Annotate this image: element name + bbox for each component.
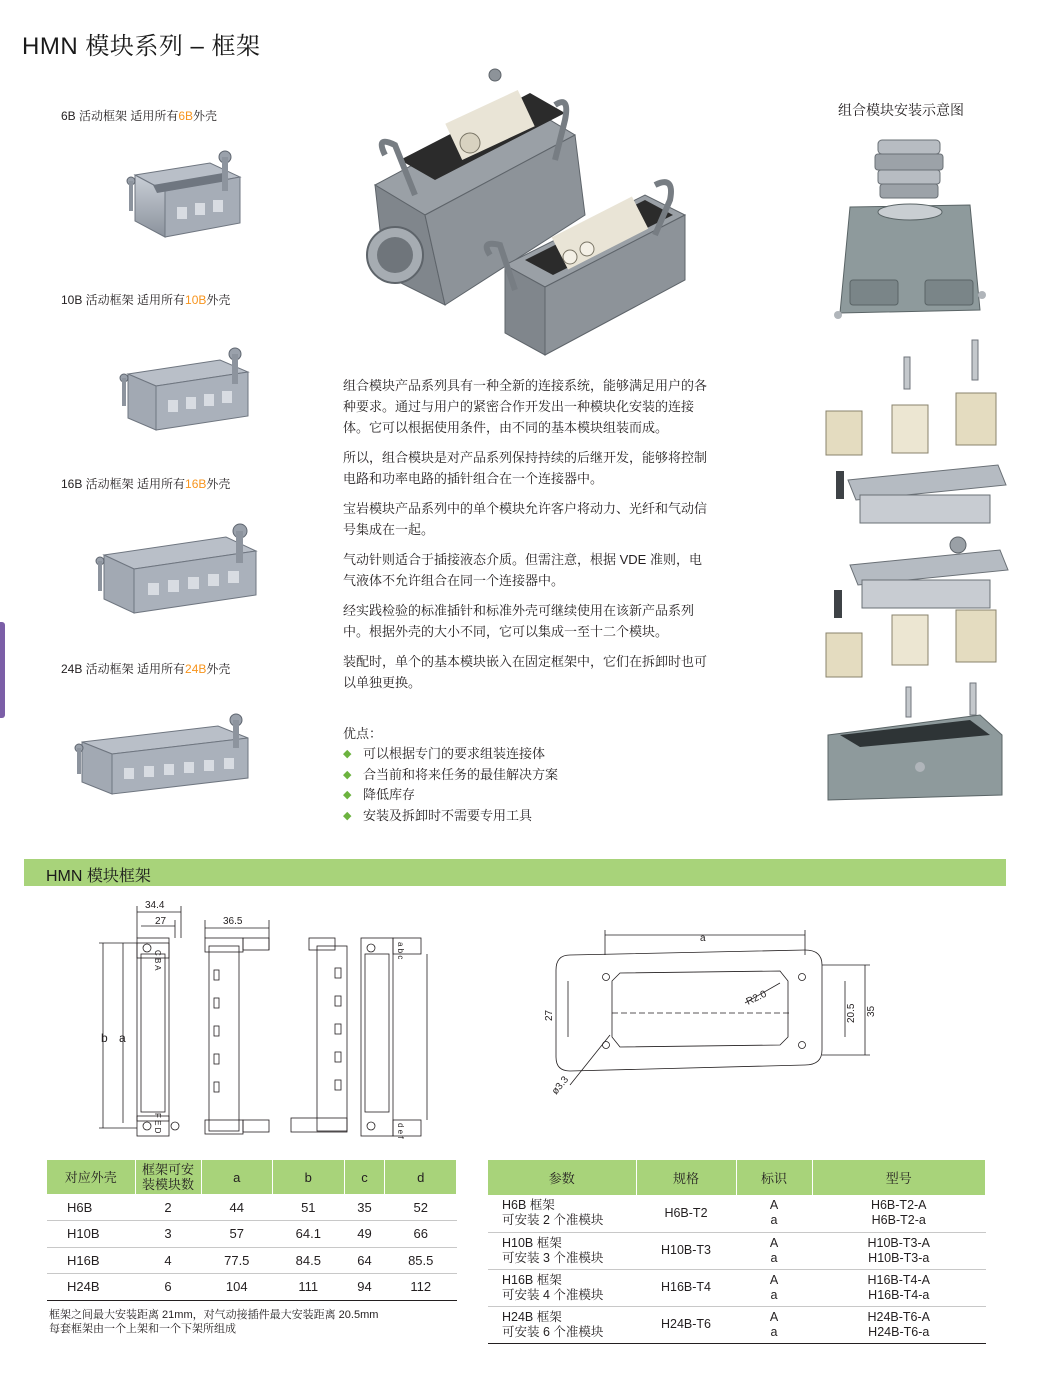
footnote <box>49 1308 378 1336</box>
frame-ordering-table <box>488 1160 986 1344</box>
footnote-line: 每套框架由一个上架和一个下架所组成 <box>49 1323 236 1335</box>
intro-paragraph: 经实践检验的标准插针和标准外壳可继续使用在该新产品系列中。根据外壳的大小不同，它可以集成一至十二个模块。 <box>343 603 695 639</box>
frame-6b-image <box>115 145 255 250</box>
advantage-item: ◆ 安装及拆卸时不需要专用工具 <box>343 806 558 827</box>
frame-16b-image <box>88 515 268 625</box>
dim-label: C B A <box>153 950 162 971</box>
dim-label: 27 <box>544 1009 555 1021</box>
frame-24b-image <box>70 710 260 805</box>
diamond-bullet-icon: ◆ <box>343 809 352 822</box>
frame-dimensions-table <box>47 1160 457 1301</box>
table-header: d <box>385 1160 457 1194</box>
assembly-diagram-title: 组合模块安装示意图 <box>838 102 964 118</box>
diamond-bullet-icon: ◆ <box>343 748 352 760</box>
advantage-item: ◆ 可以根据专门的要求组装连接体 <box>343 744 558 765</box>
page-title: HMN 模块系列 – 框架 <box>22 33 261 60</box>
dim-label: 35 <box>866 1005 877 1017</box>
table-header: 标识 <box>736 1160 812 1195</box>
intro-paragraph: 组合模块产品系列具有一种全新的连接系统，能够满足用户的各种要求。通过与用户的紧密合作开发出一种模块化安装的连接体。它可以根据使用条件，由不同的基本模块组装而成。 <box>343 378 708 435</box>
dim-label: R2.0 <box>744 988 769 1008</box>
table-header: b <box>273 1160 345 1194</box>
table-header-row <box>488 1160 986 1195</box>
table-row: H6B 2 44 51 35 52 <box>47 1194 457 1221</box>
frame-label-6b: 6B 活动框架 适用所有6B外壳 <box>61 109 218 123</box>
frame-label-24b: 24B 活动框架 适用所有24B外壳 <box>61 662 231 676</box>
dim-label: d e f <box>396 1123 405 1139</box>
advantage-item: ◆ 合当前和将来任务的最佳解决方案 <box>343 765 558 786</box>
advantages-title: 优点： <box>343 726 383 741</box>
table-header: a <box>201 1160 273 1194</box>
dim-label: 20.5 <box>846 1003 857 1023</box>
diamond-bullet-icon: ◆ <box>343 789 352 801</box>
diamond-bullet-icon: ◆ <box>343 768 352 781</box>
table-header: 框架可安装模块数 <box>135 1160 201 1194</box>
assembly-diagram-image <box>820 135 1020 805</box>
frame-dimension-drawing <box>95 898 435 1143</box>
dim-label: 34.4 <box>145 900 165 911</box>
table-row: H10B 框架 可安装 3 个准模块 H10B-T3 A a H10B-T3-A H10B-T3-a <box>488 1232 986 1269</box>
table-header: 型号 <box>812 1160 986 1195</box>
dim-label: b <box>101 1031 108 1045</box>
table-header-row <box>47 1160 457 1194</box>
section-bar <box>24 859 1006 886</box>
frame-label-10b: 10B 活动框架 适用所有10B外壳 <box>61 293 231 307</box>
frame-10b-image <box>110 340 260 440</box>
connector-housing-image <box>355 65 695 365</box>
intro-paragraph: 装配时，单个的基本模块嵌入在固定框架中，它们在拆卸时也可以单独更换。 <box>343 654 708 690</box>
table-row: H10B 3 57 64.1 49 66 <box>47 1221 457 1248</box>
table-header: 参数 <box>488 1160 636 1195</box>
section-title: HMN 模块框架 <box>46 868 151 885</box>
table-row: H6B 框架 可安装 2 个准模块 H6B-T2 A a H6B-T2-A H6B-T2-a <box>488 1195 986 1232</box>
table-header: c <box>344 1160 385 1194</box>
side-tab <box>0 622 5 718</box>
intro-paragraph: 宝岩模块产品系列中的单个模块允许客户将动力、光纤和气动信号集成在一起。 <box>343 501 708 537</box>
table-header: 规格 <box>636 1160 736 1195</box>
table-header: 对应外壳 <box>47 1160 135 1194</box>
dim-label: a b c <box>396 942 405 960</box>
dim-label: a <box>119 1031 126 1045</box>
dim-label: 36.5 <box>223 916 243 927</box>
table-row: H16B 框架 可安装 4 个准模块 H16B-T4 A a H16B-T4-A H16B-T4-a <box>488 1269 986 1306</box>
footnote-line: 框架之间最大安装距离 21mm，对气动接插件最大安装距离 20.5mm <box>49 1309 379 1321</box>
mounting-cutout-drawing <box>540 925 890 1105</box>
table-row: H24B 6 104 111 94 112 <box>47 1274 457 1301</box>
table-row: H24B 框架 可安装 6 个准模块 H24B-T6 A a H24B-T6-A H24B-T6-a <box>488 1306 986 1343</box>
dim-label: a <box>700 933 706 944</box>
advantage-item: ◆ 降低库存 <box>343 785 558 806</box>
dim-label: 27 <box>155 916 167 927</box>
table-row: H16B 4 77.5 84.5 64 85.5 <box>47 1247 457 1274</box>
frame-label-16b: 16B 活动框架 适用所有16B外壳 <box>61 477 231 491</box>
advantages-list <box>343 744 558 826</box>
intro-paragraph: 气动针则适合于插接液态介质。但需注意，根据 VDE 准则，电气液体不允许组合在同一个连接器中。 <box>343 552 702 588</box>
intro-text <box>343 375 711 702</box>
dim-label: ø3.3 <box>549 1074 572 1097</box>
dim-label: F E D <box>153 1113 162 1134</box>
intro-paragraph: 所以，组合模块是对产品系列保持持续的后继开发，能够将控制电路和功率电路的插针组合在一个连接器中。 <box>343 450 708 486</box>
